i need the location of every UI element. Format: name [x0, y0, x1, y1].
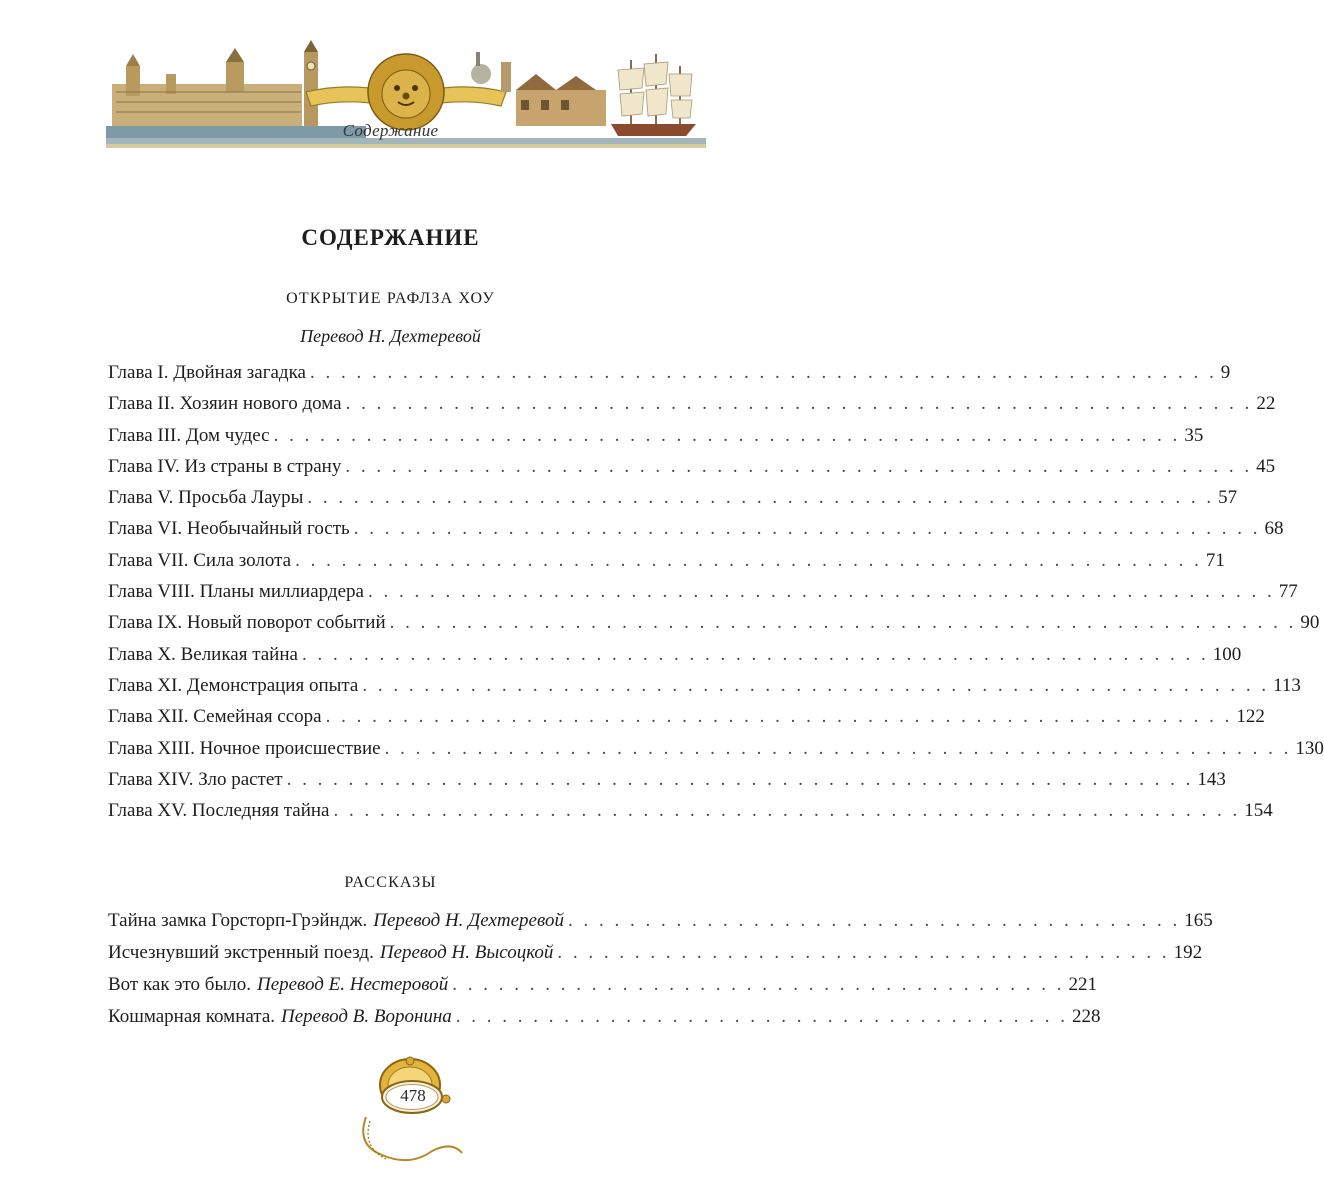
dot-leader: . . . . . . . . . . . . . . . . . . . . . . . . . . . . . . . . . . . . . . . . . . . . . . . . . . . . . . . . . . . — [325, 706, 1233, 728]
toc-entry-page: 35 — [1184, 424, 1204, 446]
toc-entry-page: 71 — [1205, 549, 1225, 571]
toc-entry-translator: Перевод В. Воронина — [281, 1006, 452, 1027]
toc-entry[interactable] — [108, 733, 1324, 764]
toc-entry-title: Глава III. Дом чудес — [108, 424, 270, 446]
toc-entry-page: 122 — [1236, 706, 1265, 728]
toc-entry-title: Тайна замка Горсторп-Грэйндж. — [108, 910, 368, 931]
toc-entry-title: Глава VIII. Планы миллиардера — [108, 581, 364, 603]
dot-leader: . . . . . . . . . . . . . . . . . . . . . . . . . . . . . . . . . . . . . . . . — [557, 942, 1170, 963]
dot-leader: . . . . . . . . . . . . . . . . . . . . . . . . . . . . . . . . . . . . . . . . . . . . . . . . . . . . . . . . . . . — [309, 362, 1217, 383]
toc-entry-title: Глава XIV. Зло растет — [108, 768, 283, 790]
toc-entry-page: 154 — [1244, 800, 1273, 822]
toc-entry-page: 90 — [1300, 612, 1320, 634]
toc-entry-title: Глава VI. Необычайный гость — [108, 518, 350, 540]
toc-entry[interactable] — [108, 639, 1242, 670]
toc-entry-page: 68 — [1264, 518, 1284, 540]
part1-translator: Перевод Н. Дехтеревой — [300, 326, 481, 346]
dot-leader: . . . . . . . . . . . . . . . . . . . . . . . . . . . . . . . . . . . . . . . . . . . . . . . . . . . . . . . . . . . — [384, 737, 1292, 759]
toc-entry-title: Глава IX. Новый поворот событий — [108, 612, 386, 634]
toc-entry-translator: Перевод Н. Дехтеревой — [373, 910, 564, 931]
pocket-watch-icon — [352, 1055, 472, 1175]
toc-entry[interactable] — [108, 937, 1203, 969]
dot-leader: . . . . . . . . . . . . . . . . . . . . . . . . . . . . . . . . . . . . . . . . . . . . . . . . . . . . . . . . . . . — [362, 674, 1270, 696]
toc-entry[interactable] — [108, 764, 1226, 795]
toc-entry[interactable] — [108, 1001, 1101, 1033]
dot-leader: . . . . . . . . . . . . . . . . . . . . . . . . . . . . . . . . . . . . . . . . . . . . . . . . . . . . . . . . . . . — [295, 549, 1202, 571]
toc-entry[interactable] — [108, 513, 1284, 544]
part1-heading: ОТКРЫТИЕ РАФЛЗА ХОУ — [286, 290, 495, 307]
toc-entry-page: 165 — [1184, 910, 1213, 931]
dot-leader: . . . . . . . . . . . . . . . . . . . . . . . . . . . . . . . . . . . . . . . . . . . . . . . . . . . . . . . . . . . — [286, 768, 1194, 790]
toc-entry[interactable] — [108, 795, 1273, 826]
toc-entry-translator: Перевод Е. Нестеровой — [256, 974, 449, 995]
toc-entry-title: Глава I. Двойная загадка — [108, 362, 306, 383]
toc-entry-page: 113 — [1273, 674, 1301, 696]
page-number: 478 — [400, 1086, 426, 1105]
toc-entry-title: Глава XI. Демонстрация опыта — [108, 674, 359, 696]
toc-entry-page: 228 — [1072, 1006, 1101, 1027]
part2-heading: РАССКАЗЫ — [344, 874, 437, 891]
dot-leader: . . . . . . . . . . . . . . . . . . . . . . . . . . . . . . . . . . . . . . . . — [455, 1006, 1069, 1027]
toc-entry-page: 130 — [1295, 737, 1324, 759]
toc-entry-page: 221 — [1068, 974, 1098, 995]
toc-entry[interactable] — [108, 545, 1225, 576]
dot-leader: . . . . . . . . . . . . . . . . . . . . . . . . . . . . . . . . . . . . . . . . — [452, 974, 1065, 995]
dot-leader: . . . . . . . . . . . . . . . . . . . . . . . . . . . . . . . . . . . . . . . . . . . . . . . . . . . . . . . . . . . — [367, 581, 1275, 603]
toc-entry-page: 192 — [1173, 942, 1203, 963]
running-head: Содержание — [342, 121, 439, 140]
toc-entry-page: 77 — [1278, 581, 1298, 603]
toc-entry-page: 9 — [1220, 362, 1231, 383]
toc-entry-title: Глава II. Хозяин нового дома — [108, 393, 342, 415]
toc-entry[interactable] — [108, 388, 1276, 419]
toc-entry[interactable] — [108, 420, 1204, 451]
dot-leader: . . . . . . . . . . . . . . . . . . . . . . . . . . . . . . . . . . . . . . . . . . . . . . . . . . . . . . . . . . . — [345, 455, 1253, 477]
toc-entry-page: 22 — [1256, 393, 1276, 415]
toc-entry[interactable] — [108, 451, 1276, 482]
page-title: СОДЕРЖАНИЕ — [301, 225, 480, 250]
toc-entry[interactable] — [108, 670, 1301, 701]
dot-leader: . . . . . . . . . . . . . . . . . . . . . . . . . . . . . . . . . . . . . . . . . . . . . . . . . . . . . . . . . . . — [307, 487, 1215, 509]
toc-entry-title: Глава XIII. Ночное происшествие — [108, 737, 381, 759]
toc-entry-title: Кошмарная комната. — [108, 1006, 276, 1027]
toc-entry-title: Глава V. Просьба Лауры — [108, 487, 304, 509]
dot-leader: . . . . . . . . . . . . . . . . . . . . . . . . . . . . . . . . . . . . . . . . . . . . . . . . . . . . . . . . . . . — [273, 424, 1181, 446]
dot-leader: . . . . . . . . . . . . . . . . . . . . . . . . . . . . . . . . . . . . . . . . . . . . . . . . . . . . . . . . . . . — [345, 393, 1253, 415]
lion-emblem — [368, 54, 444, 130]
dot-leader: . . . . . . . . . . . . . . . . . . . . . . . . . . . . . . . . . . . . . . . . — [567, 910, 1181, 931]
toc-entry-page: 57 — [1218, 487, 1238, 509]
toc-entry-title: Глава IV. Из страны в страну — [108, 455, 342, 477]
toc-entry-title: Глава X. Великая тайна — [108, 643, 298, 665]
toc-entry-title: Глава XV. Последняя тайна — [108, 800, 330, 822]
toc-entry-title: Исчезнувший экстренный поезд. — [108, 942, 374, 963]
toc-entry-title: Глава VII. Сила золота — [108, 549, 292, 571]
chapter-list — [108, 357, 1324, 826]
toc-entry[interactable] — [108, 357, 1231, 388]
toc-entry-page: 143 — [1197, 768, 1226, 790]
toc-entry[interactable] — [108, 482, 1238, 513]
dot-leader: . . . . . . . . . . . . . . . . . . . . . . . . . . . . . . . . . . . . . . . . . . . . . . . . . . . . . . . . . . . — [389, 612, 1297, 634]
toc-entry[interactable] — [108, 905, 1213, 937]
toc-entry-page: 100 — [1212, 643, 1242, 665]
toc-entry-translator: Перевод Н. Высоцкой — [379, 942, 554, 963]
toc-entry-page: 45 — [1256, 455, 1276, 477]
toc-entry-title: Вот как это было. — [108, 974, 251, 995]
dot-leader: . . . . . . . . . . . . . . . . . . . . . . . . . . . . . . . . . . . . . . . . . . . . . . . . . . . . . . . . . . . — [301, 643, 1209, 665]
toc-entry[interactable] — [108, 969, 1098, 1001]
dot-leader: . . . . . . . . . . . . . . . . . . . . . . . . . . . . . . . . . . . . . . . . . . . . . . . . . . . . . . . . . . . — [353, 518, 1261, 540]
dot-leader: . . . . . . . . . . . . . . . . . . . . . . . . . . . . . . . . . . . . . . . . . . . . . . . . . . . . . . . . . . . — [333, 800, 1241, 822]
story-list — [108, 905, 1213, 1033]
toc-entry-title: Глава XII. Семейная ссора — [108, 706, 322, 728]
toc-entry[interactable] — [108, 607, 1320, 638]
toc-entry[interactable] — [108, 576, 1298, 607]
toc-entry[interactable] — [108, 701, 1265, 732]
